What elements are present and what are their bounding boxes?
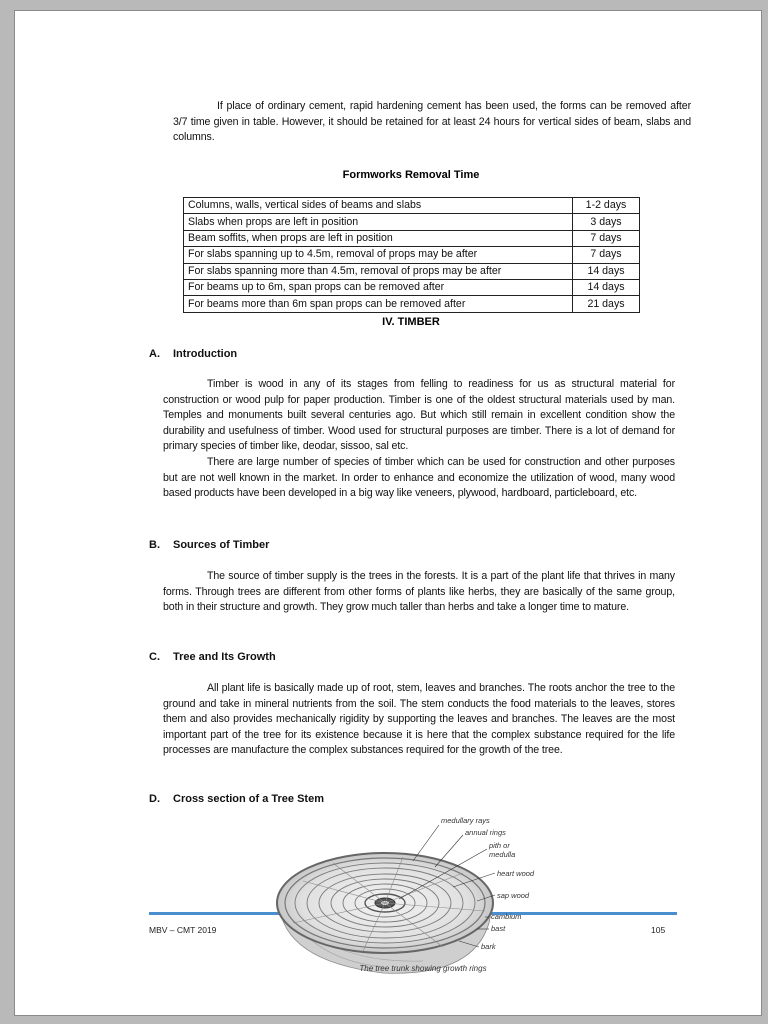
section-title: Sources of Timber [173,539,270,551]
table-cell-item: For slabs spanning up to 4.5m, removal of props may be after [184,247,573,263]
sources-paragraph: The source of timber supply is the trees in the forests. It is a part of the plant life that thrives in many forms. Through trees are different from other forms of plants like herbs, they are basically of the same group, both in their structure and growth. They grow much taller than herbs and take a longer time to mature. [163,570,675,614]
section-title: Tree and Its Growth [173,651,276,663]
intro-paragraph: If place of ordinary cement, rapid hardening cement has been used, the forms can be removed after 3/7 time given in table. However, it should be retained for at least 24 hours for vertical sides of beam, slabs and columns. [173,100,691,144]
section-letter: D. [149,793,160,805]
formwork-removal-table [183,197,640,313]
table-cell-time: 7 days [573,230,640,246]
introduction-text [163,377,675,502]
table-cell-item: For beams up to 6m, span props can be removed after [184,279,573,295]
section-heading-introduction [149,348,237,360]
table-row [184,279,640,295]
figure-caption: The tree trunk showing growth rings [359,964,487,973]
label-medullary-rays: medullary rays [441,816,490,825]
table-cell-item: For beams more than 6m span props can be removed after [184,296,573,312]
label-sap-wood: sap wood [497,891,530,900]
table-cell-time: 14 days [573,279,640,295]
label-cambium: cambium [491,912,522,921]
table-cell-time: 3 days [573,214,640,230]
table-cell-time: 1-2 days [573,198,640,214]
label-bast: bast [491,924,506,933]
section-letter: C. [149,651,160,663]
section-letter: A. [149,348,160,360]
section-heading-cross-section [149,793,324,805]
tree-cross-section-figure [263,811,583,981]
table-cell-item: Beam soffits, when props are left in position [184,230,573,246]
chapter-title: IV. TIMBER [382,316,440,328]
document-page [14,10,762,1016]
table-cell-item: Columns, walls, vertical sides of beams and slabs [184,198,573,214]
growth-text [163,681,675,759]
footer-course-label: MBV – CMT 2019 [149,925,217,935]
table-row [184,230,640,246]
label-pith-line2: medulla [489,850,516,859]
section-title: Introduction [173,348,238,360]
intro-paragraph-block [173,99,691,146]
introduction-paragraph-2: There are large number of species of timber which can be used for construction and other purposes but are not well known in the market. In order to enhance and economize the utilization of wood, many wood based products have been developed in a big way like veneers, plywood, hardboard, particleboard, etc. [163,455,675,500]
section-heading-growth [149,651,276,663]
table-cell-item: Slabs when props are left in position [184,214,573,230]
table-cell-time: 7 days [573,247,640,263]
table-row [184,247,640,263]
section-title: Cross section of a Tree Stem [173,793,324,805]
table-title: Formworks Removal Time [342,169,480,181]
table-cell-time: 14 days [573,263,640,279]
label-annual-rings: annual rings [465,828,506,837]
label-bark: bark [481,942,496,951]
label-heart-wood: heart wood [497,869,535,878]
footer-page-number: 105 [651,925,666,935]
section-heading-sources [149,539,269,551]
table-row [184,214,640,230]
label-pith-line1: pith or [489,841,510,850]
table-row [184,198,640,214]
sources-text [163,569,675,616]
introduction-paragraph-1: Timber is wood in any of its stages from felling to readiness for us as structural material for construction or wood pulp for paper production. Timber is one of the oldest structural materials used by man. Temples and monuments built several centuries ago. But which still remain in excellent condition show the durability and usefulness of timber. Wood used for structural purposes are timber. There is a lot of demand for primary species of timber like, deodar, sissoo, sal etc. [163,378,675,453]
table-row [184,263,640,279]
table-cell-item: For slabs spanning more than 4.5m, removal of props may be after [184,263,573,279]
section-letter: B. [149,539,160,551]
table-row [184,296,640,312]
growth-paragraph: All plant life is basically made up of root, stem, leaves and branches. The roots anchor the tree to the ground and take in mineral nutrients from the soil. The stem conducts the food materials to the leaves, stores them and also provides mechanically rigidity by supporting the leaves and branches. The leaves are the most important part of the tree for its existence because it is here that the complex substance required for the life processes are manufacture the complex substances required for the growth of the tree. [163,682,675,757]
table-cell-time: 21 days [573,296,640,312]
